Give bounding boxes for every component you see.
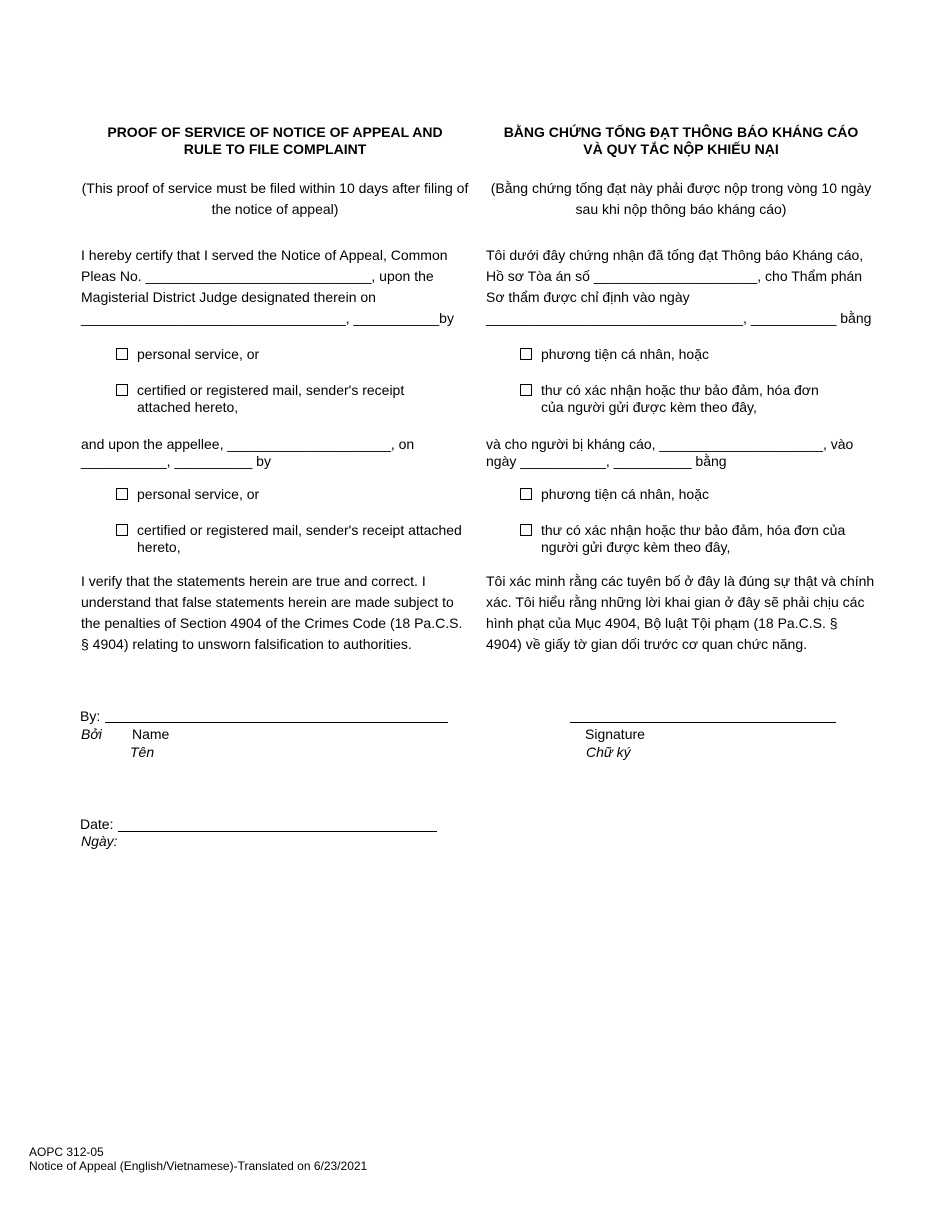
- signature-label-vi: Chữ ký: [586, 744, 631, 760]
- vietnamese-certification: Tôi dưới đây chứng nhận đã tống đạt Thông báo Kháng cáo, Hồ sơ Tòa án số _____________________, cho Thẩm phán Sơ thẩm được chỉ định vào ngày _________________________________, ___________ bằng: [486, 247, 872, 326]
- vi-personal-service-label: phương tiện cá nhân, hoặc: [541, 346, 710, 362]
- by-label-vi: Bởi: [81, 726, 102, 742]
- appellee-personal-service-label: personal service, or: [137, 486, 260, 502]
- name-label-vi: Tên: [130, 744, 155, 760]
- personal-service-checkbox[interactable]: [116, 348, 128, 360]
- vi-certified-mail-checkbox[interactable]: [520, 384, 532, 396]
- vietnamese-verification: Tôi xác minh rằng các tuyên bố ở đây là đúng sự thật và chính xác. Tôi hiểu rằng những lời khai gian ở đây sẽ phải chịu các hình phạt của Mục 4904, Bộ luật Tội phạm (18 Pa.C.S. § 4904) về giấy tờ gian dối trước cơ quan chức năng.: [486, 573, 875, 652]
- form-footer: [29, 1145, 367, 1173]
- by-signature-line[interactable]: [105, 722, 448, 723]
- signature-line[interactable]: [570, 722, 836, 723]
- english-verification: I verify that the statements herein are true and correct. I understand that false statements herein are made subject to the penalties of Section 4904 of the Crimes Code (18 Pa.C.S. § 4904) relating to unsworn falsification to authorities.: [81, 573, 463, 652]
- english-certification: I hereby certify that I served the Notice of Appeal, Common Pleas No. _____________________________, upon the Magisterial District Judge designated therein on __________________________________, ___________by: [81, 247, 454, 326]
- english-subtitle: (This proof of service must be filed within 10 days after filing of the notice of appeal): [81, 180, 469, 217]
- personal-service-label: personal service, or: [137, 346, 260, 362]
- english-title: PROOF OF SERVICE OF NOTICE OF APPEAL AND RULE TO FILE COMPLAINT: [107, 124, 443, 157]
- by-label: By:: [80, 708, 101, 724]
- date-label-vi: Ngày:: [81, 833, 118, 849]
- vi-appellee-certified-mail-checkbox[interactable]: [520, 524, 532, 536]
- vietnamese-title: BẰNG CHỨNG TỐNG ĐẠT THÔNG BÁO KHÁNG CÁO VÀ QUY TẮC NỘP KHIẾU NẠI: [503, 124, 859, 157]
- certified-mail-label: certified or registered mail, sender's receipt attached hereto,: [137, 382, 405, 415]
- vi-appellee-personal-service-label: phương tiện cá nhân, hoặc: [541, 486, 710, 502]
- signature-label: Signature: [585, 726, 645, 742]
- date-label: Date:: [80, 816, 114, 832]
- english-appellee: and upon the appellee, _____________________, on ___________, __________ by: [81, 436, 415, 469]
- certified-mail-checkbox[interactable]: [116, 384, 128, 396]
- name-label: Name: [132, 726, 170, 742]
- vietnamese-subtitle: (Bằng chứng tống đạt này phải được nộp trong vòng 10 ngày sau khi nộp thông báo kháng cáo): [490, 180, 872, 217]
- vi-certified-mail-label: thư có xác nhận hoặc thư bảo đảm, hóa đơn của người gửi được kèm theo đây,: [541, 382, 819, 415]
- form-description: Notice of Appeal (English/Vietnamese)-Translated on 6/23/2021: [29, 1159, 368, 1173]
- appellee-certified-mail-label: certified or registered mail, sender's receipt attached hereto,: [137, 522, 462, 555]
- vi-appellee-certified-mail-label: thư có xác nhận hoặc thư bảo đảm, hóa đơn của người gửi được kèm theo đây,: [541, 522, 846, 555]
- date-line[interactable]: [118, 831, 437, 832]
- vi-personal-service-checkbox[interactable]: [520, 348, 532, 360]
- vi-appellee-personal-service-checkbox[interactable]: [520, 488, 532, 500]
- vietnamese-appellee: và cho người bị kháng cáo, _____________________, vào ngày ___________, __________ bằng: [486, 436, 854, 469]
- appellee-certified-mail-checkbox[interactable]: [116, 524, 128, 536]
- appellee-personal-service-checkbox[interactable]: [116, 488, 128, 500]
- form-code: AOPC 312-05: [29, 1145, 104, 1159]
